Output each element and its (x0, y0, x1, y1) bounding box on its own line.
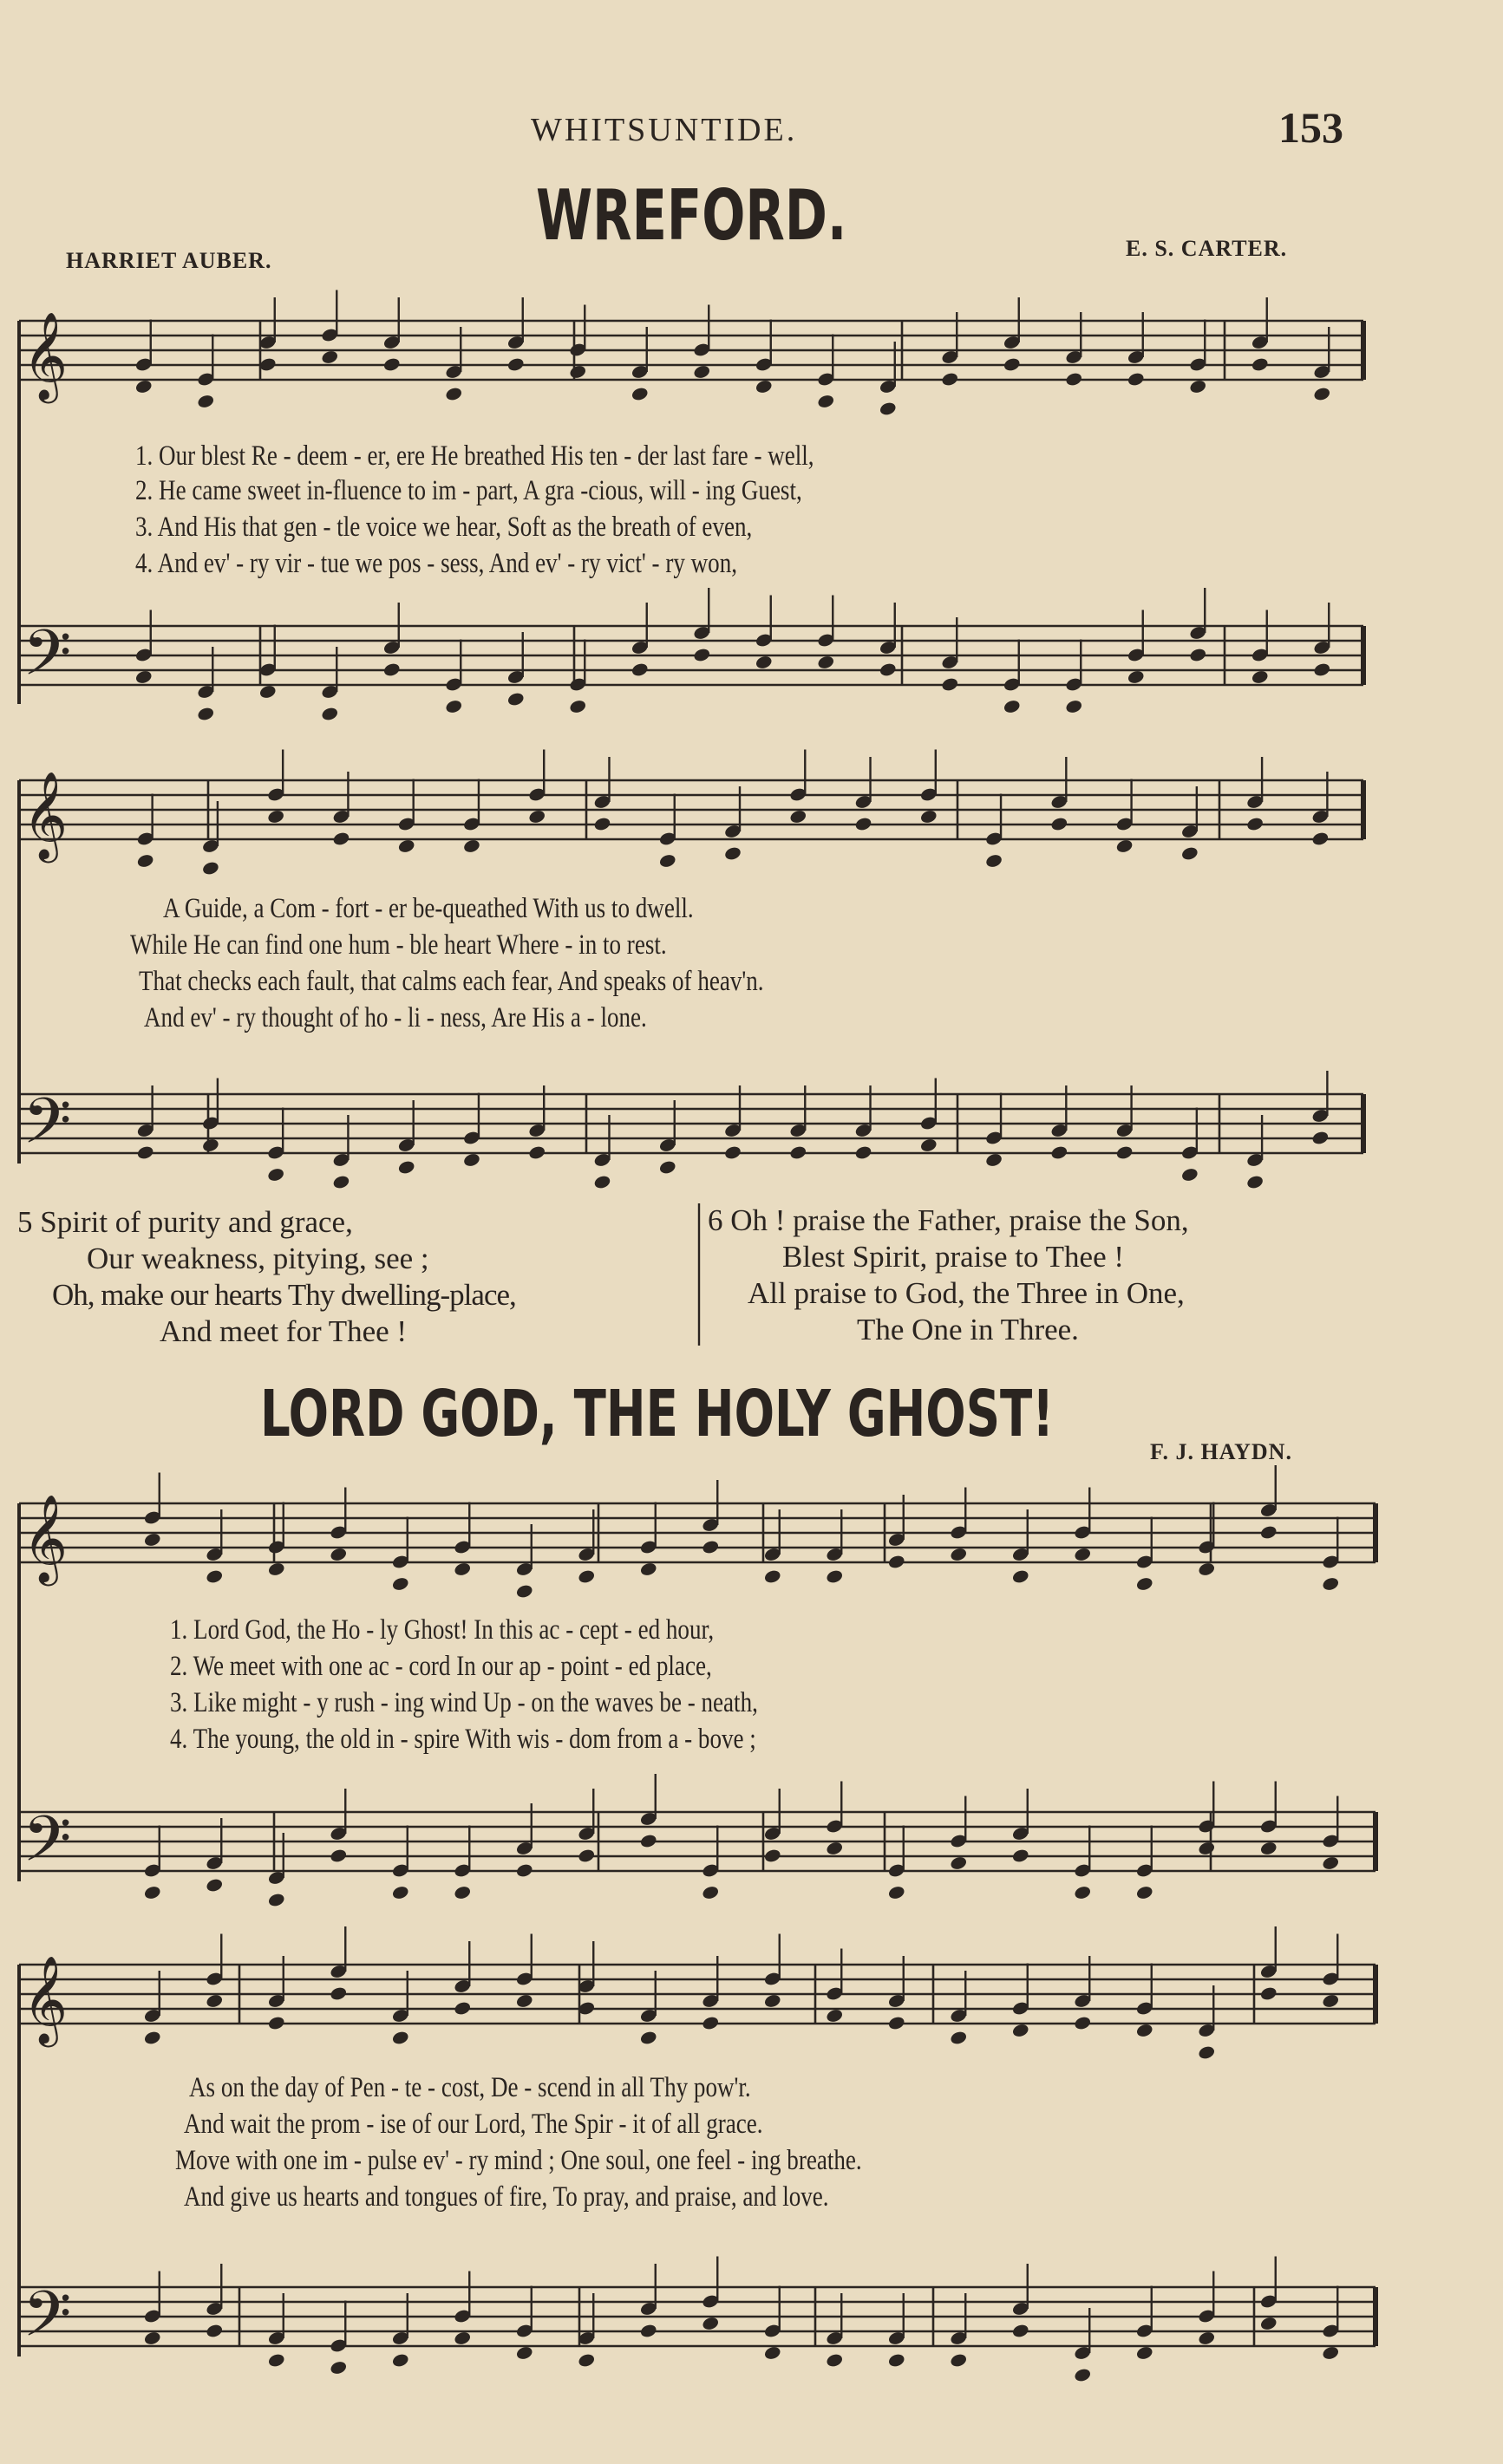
note-head (702, 2015, 720, 2031)
lyric-line: 1. Our blest Re - deem - er, ere He breathed His ten - der last fare - well, (135, 440, 814, 472)
note-head (1251, 356, 1269, 372)
note-head (693, 647, 711, 662)
verse-6-line: The One in Three. (857, 1313, 1079, 1346)
lyric-line: And ev' - ry thought of ho - li - ness, Are His a - lone. (144, 1002, 647, 1033)
note-head (321, 349, 339, 365)
note-head (1074, 2015, 1092, 2031)
note-head (826, 2008, 844, 2024)
note-head (267, 1561, 285, 1577)
note-head (391, 2030, 409, 2045)
note-head (639, 1833, 657, 1848)
note-head (1259, 1985, 1278, 2001)
treble-staff (19, 780, 1363, 839)
note-head (454, 1885, 472, 1900)
note-head (1065, 371, 1083, 387)
note-head (1050, 816, 1068, 831)
note-head (1259, 1841, 1278, 1856)
note-head (763, 2345, 781, 2361)
note-head (887, 1554, 905, 1569)
bass-staff (19, 626, 1363, 685)
note-head (1135, 2345, 1153, 2361)
note-head (143, 2330, 161, 2346)
note-head (267, 1892, 285, 1907)
note-head (454, 2330, 472, 2346)
lyric-line: 4. The young, the old in - spire With wis - dom from a - bove ; (170, 1724, 756, 1755)
verse-5-line: And meet for Thee ! (160, 1314, 408, 1348)
note-head (950, 1547, 968, 1562)
note-head (391, 2352, 409, 2368)
bass-clef-icon: 𝄢 (23, 616, 72, 705)
note-head (206, 1877, 224, 1893)
notes-bass (143, 2257, 1340, 2383)
note-head (826, 1568, 844, 1584)
notes-treble (136, 750, 1330, 877)
note-head (397, 1159, 415, 1175)
note-head (201, 860, 219, 876)
bass-staff (19, 1812, 1376, 1871)
note-head (919, 809, 938, 825)
note-head (631, 386, 649, 401)
note-head (1135, 1885, 1153, 1900)
note-head (578, 2352, 596, 2368)
note-head (854, 1144, 872, 1160)
note-head (528, 809, 546, 825)
note-head (887, 1885, 905, 1900)
note-head (197, 394, 215, 409)
note-head (515, 1583, 533, 1599)
note-head (631, 662, 649, 677)
treble-staff (19, 321, 1363, 380)
note-head (950, 1855, 968, 1871)
note-head (789, 1144, 807, 1160)
note-head (578, 1848, 596, 1863)
treble-clef-icon: 𝄞 (23, 770, 69, 859)
note-head (330, 1848, 348, 1863)
hymn-composer: E. S. CARTER. (1126, 236, 1288, 261)
hymn-author: HARRIET AUBER. (66, 248, 272, 273)
note-head (321, 706, 339, 721)
treble-clef-icon: 𝄞 (23, 1493, 69, 1582)
note-head (1311, 831, 1330, 846)
note-head (332, 1174, 350, 1190)
note-head (136, 853, 154, 869)
note-head (143, 2030, 161, 2045)
note-head (639, 2030, 657, 2045)
note-head (702, 1885, 720, 1900)
note-head (693, 364, 711, 380)
note-head (1322, 1993, 1340, 2009)
note-head (817, 655, 835, 670)
note-head (1074, 2367, 1092, 2383)
page-number: 153 (1278, 103, 1343, 152)
lyric-line: And wait the prom - ise of our Lord, The Spir - it of all grace. (184, 2109, 763, 2140)
note-head (763, 1993, 781, 2009)
treble-staff (19, 1965, 1376, 2024)
note-head (201, 1137, 219, 1153)
note-head (950, 2352, 968, 2368)
bass-staff (19, 2287, 1376, 2346)
treble-clef-icon: 𝄞 (23, 310, 69, 400)
note-head (826, 1841, 844, 1856)
lyric-line: 4. And ev' - ry vir - tue we pos - sess, And ev' - ry vict' - ry won, (135, 548, 738, 579)
note-head (887, 2352, 905, 2368)
verse-6-line: Blest Spirit, praise to Thee ! (782, 1240, 1125, 1274)
note-head (1322, 1576, 1340, 1592)
note-head (887, 2015, 905, 2031)
note-head (1180, 1167, 1199, 1183)
note-head (1311, 1130, 1330, 1145)
verse-5-line: Our weakness, pitying, see ; (87, 1242, 429, 1275)
note-head (445, 699, 463, 714)
note-head (515, 1862, 533, 1878)
note-head (330, 1547, 348, 1562)
note-head (462, 1152, 480, 1168)
note-head (506, 356, 525, 372)
note-head (143, 1532, 161, 1548)
note-head (206, 1568, 224, 1584)
note-head (950, 2030, 968, 2045)
note-head (702, 1539, 720, 1555)
note-head (1180, 845, 1199, 861)
note-head (1135, 1576, 1153, 1592)
lyric-line: And give us hearts and tongues of fire, To pray, and praise, and love. (184, 2181, 829, 2213)
treble-staff (19, 1503, 1376, 1562)
note-head (1115, 838, 1134, 854)
note-head (330, 2360, 348, 2376)
note-head (134, 669, 153, 685)
note-head (1259, 2316, 1278, 2331)
note-head (593, 816, 611, 831)
note-head (206, 1993, 224, 2009)
hymn-title-lord-god: LORD GOD, THE HOLY GHOST! (260, 1377, 1055, 1451)
verse-6-line: 6 Oh ! praise the Father, praise the Son, (708, 1203, 1189, 1237)
note-head (941, 371, 959, 387)
note-head (258, 684, 277, 700)
note-head (789, 809, 807, 825)
note-head (817, 394, 835, 409)
lyric-line: 1. Lord God, the Ho - ly Ghost! In this ac - cept - ed hour, (170, 1614, 715, 1646)
note-head (984, 1152, 1003, 1168)
note-head (266, 809, 284, 825)
note-head (445, 386, 463, 401)
note-head (723, 1144, 742, 1160)
note-head (528, 1144, 546, 1160)
note-head (723, 845, 742, 861)
note-head (984, 853, 1003, 869)
note-head (1065, 699, 1083, 714)
note-head (658, 1159, 676, 1175)
note-head (506, 691, 525, 707)
note-head (763, 1848, 781, 1863)
note-head (330, 1985, 348, 2001)
note-head (1251, 669, 1269, 685)
note-head (1003, 699, 1021, 714)
lyric-line: 2. He came sweet in-fluence to im - part, A gra -cious, will - ing Guest, (135, 475, 802, 506)
note-head (391, 1885, 409, 1900)
note-head (1322, 2345, 1340, 2361)
treble-clef-icon: 𝄞 (23, 1954, 69, 2044)
bass-clef-icon: 𝄢 (23, 2277, 72, 2366)
bass-clef-icon: 𝄢 (23, 1084, 72, 1173)
note-head (391, 1576, 409, 1592)
note-head (267, 2352, 285, 2368)
note-head (1259, 1524, 1278, 1540)
note-head (755, 379, 773, 394)
notes-bass (136, 1071, 1330, 1190)
note-head (134, 379, 153, 394)
note-head (515, 2345, 533, 2361)
verse-5-line: Oh, make our hearts Thy dwelling-place, (52, 1278, 516, 1312)
hymn-composer: F. J. HAYDN. (1150, 1439, 1292, 1464)
note-head (1050, 1144, 1068, 1160)
note-head (197, 706, 215, 721)
note-head (1322, 1855, 1340, 1871)
note-head (569, 364, 587, 380)
note-head (332, 831, 350, 846)
note-head (267, 2015, 285, 2031)
note-head (1189, 379, 1207, 394)
note-head (206, 2323, 224, 2338)
lyric-line: Move with one im - pulse ev' - ry mind ; One soul, one feel - ing breathe. (175, 2145, 862, 2176)
running-head: WHITSUNTIDE. (531, 112, 798, 148)
note-head (763, 1568, 781, 1584)
verse-6-line: All praise to God, the Three in One, (748, 1276, 1185, 1310)
bass-staff (19, 1094, 1363, 1153)
note-head (1011, 2323, 1029, 2338)
bass-clef-icon: 𝄢 (23, 1802, 72, 1891)
notes-treble (134, 290, 1331, 417)
hymn-title-wreford: WREFORD. (536, 175, 847, 256)
note-head (382, 662, 401, 677)
lyric-line: As on the day of Pen - te - cost, De - scend in all Thy pow'r. (189, 2072, 751, 2103)
lyric-line: 2. We meet with one ac - cord In our ap - point - ed place, (170, 1651, 712, 1682)
note-head (1011, 2023, 1029, 2038)
note-head (1313, 662, 1331, 677)
note-head (143, 1885, 161, 1900)
note-head (941, 676, 959, 692)
note-head (879, 662, 897, 677)
note-head (1189, 647, 1207, 662)
note-head (397, 838, 415, 854)
lyric-line: A Guide, a Com - fort - er be-queathed With us to dwell. (163, 893, 694, 924)
note-head (1313, 386, 1331, 401)
note-head (1198, 1561, 1216, 1577)
note-head (1074, 1885, 1092, 1900)
note-head (919, 1137, 938, 1153)
note-head (1245, 816, 1264, 831)
note-head (515, 1993, 533, 2009)
note-head (136, 1144, 154, 1160)
note-head (266, 1167, 284, 1183)
note-head (1135, 2023, 1153, 2038)
verse-5-line: 5 Spirit of purity and grace, (17, 1205, 353, 1239)
note-head (639, 1561, 657, 1577)
note-head (1198, 2044, 1216, 2060)
lyric-line: 3. And His that gen - tle voice we hear, Soft as the breath of even, (135, 512, 753, 543)
note-head (1127, 669, 1145, 685)
note-head (578, 1568, 596, 1584)
note-head (1127, 371, 1145, 387)
note-head (702, 2316, 720, 2331)
lyric-line: While He can find one hum - ble heart Where - in to rest. (130, 929, 667, 961)
note-head (1115, 1144, 1134, 1160)
note-head (1245, 1174, 1264, 1190)
note-head (755, 655, 773, 670)
note-head (1198, 2330, 1216, 2346)
note-head (1003, 356, 1021, 372)
note-head (1011, 1568, 1029, 1584)
note-head (382, 356, 401, 372)
lyric-line: That checks each fault, that calms each fear, And speaks of heav'n. (139, 966, 764, 997)
note-head (454, 2000, 472, 2016)
note-head (1011, 1848, 1029, 1863)
lyric-line: 3. Like might - y rush - ing wind Up - on the waves be - neath, (170, 1687, 758, 1718)
note-head (854, 816, 872, 831)
note-head (1074, 1547, 1092, 1562)
note-head (879, 401, 897, 416)
note-head (826, 2352, 844, 2368)
note-head (454, 1561, 472, 1577)
note-head (639, 2323, 657, 2338)
note-head (1198, 1841, 1216, 1856)
note-head (462, 838, 480, 854)
note-head (593, 1174, 611, 1190)
note-head (658, 853, 676, 869)
note-head (569, 699, 587, 714)
